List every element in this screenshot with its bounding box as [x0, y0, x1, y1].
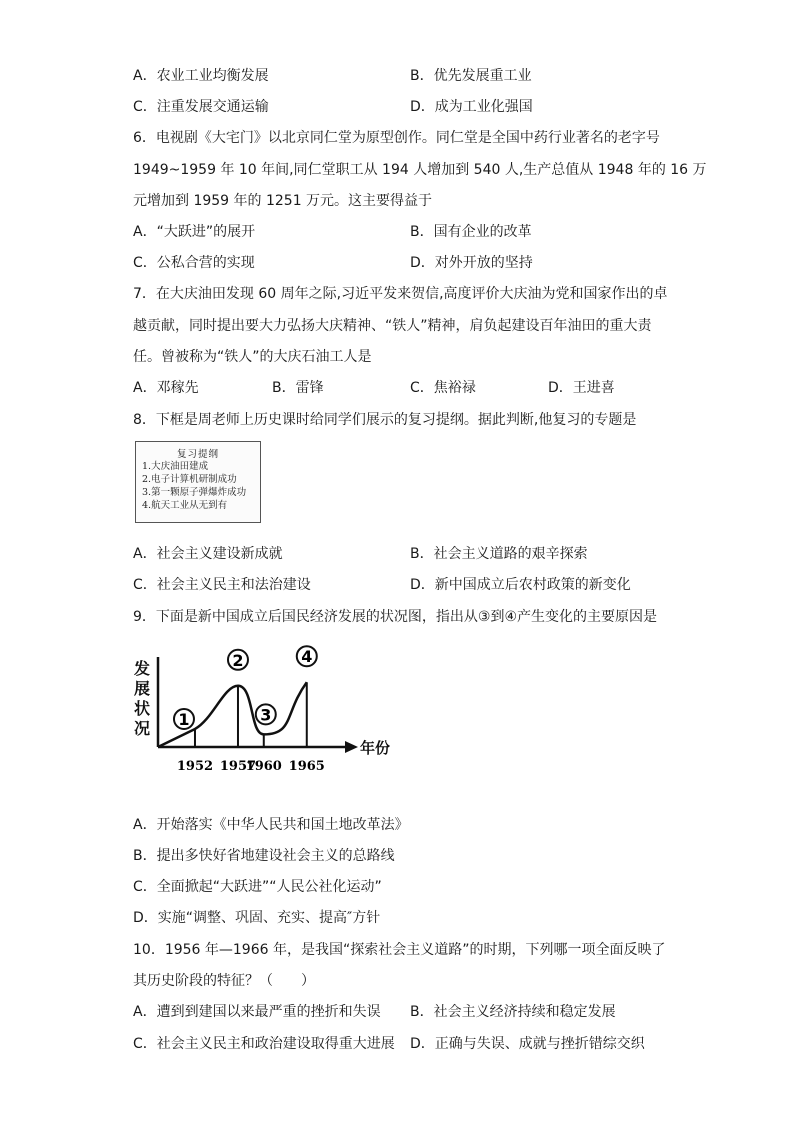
review-outline-item-2: 2.电子计算机研制成功 [142, 474, 237, 485]
q6-option-c: C．公私合营的实现 [133, 255, 255, 271]
q9-stem-line-1: 9．下面是新中国成立后国民经济发展的状况图，指出从③到④产生变化的主要原因是 [133, 609, 658, 625]
review-outline-title: 复习提纲 [176, 449, 219, 460]
x-tick-label: 1957 [219, 759, 257, 774]
q7-stem-line-1: 7．在大庆油田发现 60 周年之际,习近平发来贺信,高度评价大庆油为党和国家作出的卓 [133, 286, 668, 302]
q7-option-d: D．王进喜 [548, 380, 615, 396]
q6-stem-line-3: 元增加到 1959 年的 1251 万元。这主要得益于 [133, 193, 433, 209]
chart-ylabel-char-2: 展 [134, 679, 151, 698]
q7-stem-line-2: 越贡献，同时提出要大力弘扬大庆精神、“铁人”精神，肩负起建设百年油田的重大责 [133, 318, 652, 334]
q6-option-d: D．对外开放的坚持 [410, 255, 533, 271]
q8-option-d: D．新中国成立后农村政策的新变化 [410, 577, 631, 593]
chart-xlabel: 年份 [360, 739, 391, 757]
q9-option-d: D．实施“调整、巩固、充实、提高″方针 [133, 910, 381, 926]
q6-stem-line-1: 6．电视剧《大宅门》以北京同仁堂为原型创作。同仁堂是全国中药行业著名的老字号 [133, 130, 660, 146]
review-outline-item-4: 4.航天工业从无到有 [142, 500, 228, 511]
economic-development-chart [130, 647, 391, 782]
q10-stem-line-2: 其历史阶段的特征？（ ） [133, 973, 315, 989]
review-outline-item-1: 1.大庆油田建成 [142, 461, 209, 472]
q10-stem-line-1: 10．1956 年—1966 年，是我国“探索社会主义道路”的时期，下列哪一项全面反映了 [133, 942, 666, 958]
q7-stem-line-3: 任。曾被称为“铁人”的大庆石油工人是 [133, 349, 372, 365]
q7-option-c: C．焦裕禄 [410, 380, 476, 396]
q5-option-c: C．注重发展交通运输 [133, 99, 269, 115]
data-point-label: 4 [301, 647, 313, 667]
x-tick-label: 1952 [176, 759, 214, 774]
q8-option-c: C．社会主义民主和法治建设 [133, 577, 311, 593]
q9-option-c: C．全面掀起“大跃进”“人民公社化运动” [133, 879, 382, 895]
chart-ylabel-char-3: 状 [134, 699, 151, 718]
q10-option-c: C．社会主义民主和政治建设取得重大进展 [133, 1036, 395, 1052]
q7-option-b: B．雷锋 [272, 380, 324, 396]
x-tick-label: 1965 [288, 759, 325, 774]
review-outline-item-3: 3.第一颗原子弹爆炸成功 [142, 487, 247, 498]
q9-option-a: A．开始落实《中华人民共和国土地改革法》 [133, 817, 409, 833]
data-point-label: 1 [178, 710, 190, 729]
x-axis-arrow-icon [345, 741, 358, 753]
q7-option-a: A．邓稼先 [133, 380, 199, 396]
x-tick-label: 1960 [245, 759, 282, 774]
q6-option-a: A．“大跃进”的展开 [133, 224, 256, 240]
q5-option-b: B．优先发展重工业 [410, 68, 532, 84]
q6-option-b: B．国有企业的改革 [410, 224, 532, 240]
q5-option-d: D．成为工业化强国 [410, 99, 533, 115]
data-point-label: 3 [260, 705, 272, 725]
q10-option-a: A．遭到到建国以来最严重的挫折和失误 [133, 1004, 381, 1020]
q9-option-b: B．提出多快好省地建设社会主义的总路线 [133, 848, 395, 864]
q10-option-b: B．社会主义经济持续和稳定发展 [410, 1004, 616, 1020]
q8-option-a: A．社会主义建设新成就 [133, 546, 283, 562]
review-outline-box [135, 441, 261, 523]
q8-stem-line-1: 8．下框是周老师上历史课时给同学们展示的复习提纲。据此判断,他复习的专题是 [133, 412, 637, 428]
q5-option-a: A．农业工业均衡发展 [133, 68, 269, 84]
q8-option-b: B．社会主义道路的艰辛探索 [410, 546, 588, 562]
q6-stem-line-2: 1949~1959 年 10 年间,同仁堂职工从 194 人增加到 540 人,生产总值从 1948 年的 16 万 [133, 162, 707, 178]
chart-ylabel-char-1: 发 [134, 659, 151, 678]
data-point-label: 2 [232, 650, 244, 670]
q10-option-d: D．正确与失误、成就与挫折错综交织 [410, 1036, 645, 1052]
chart-ylabel-char-4: 况 [134, 719, 151, 738]
